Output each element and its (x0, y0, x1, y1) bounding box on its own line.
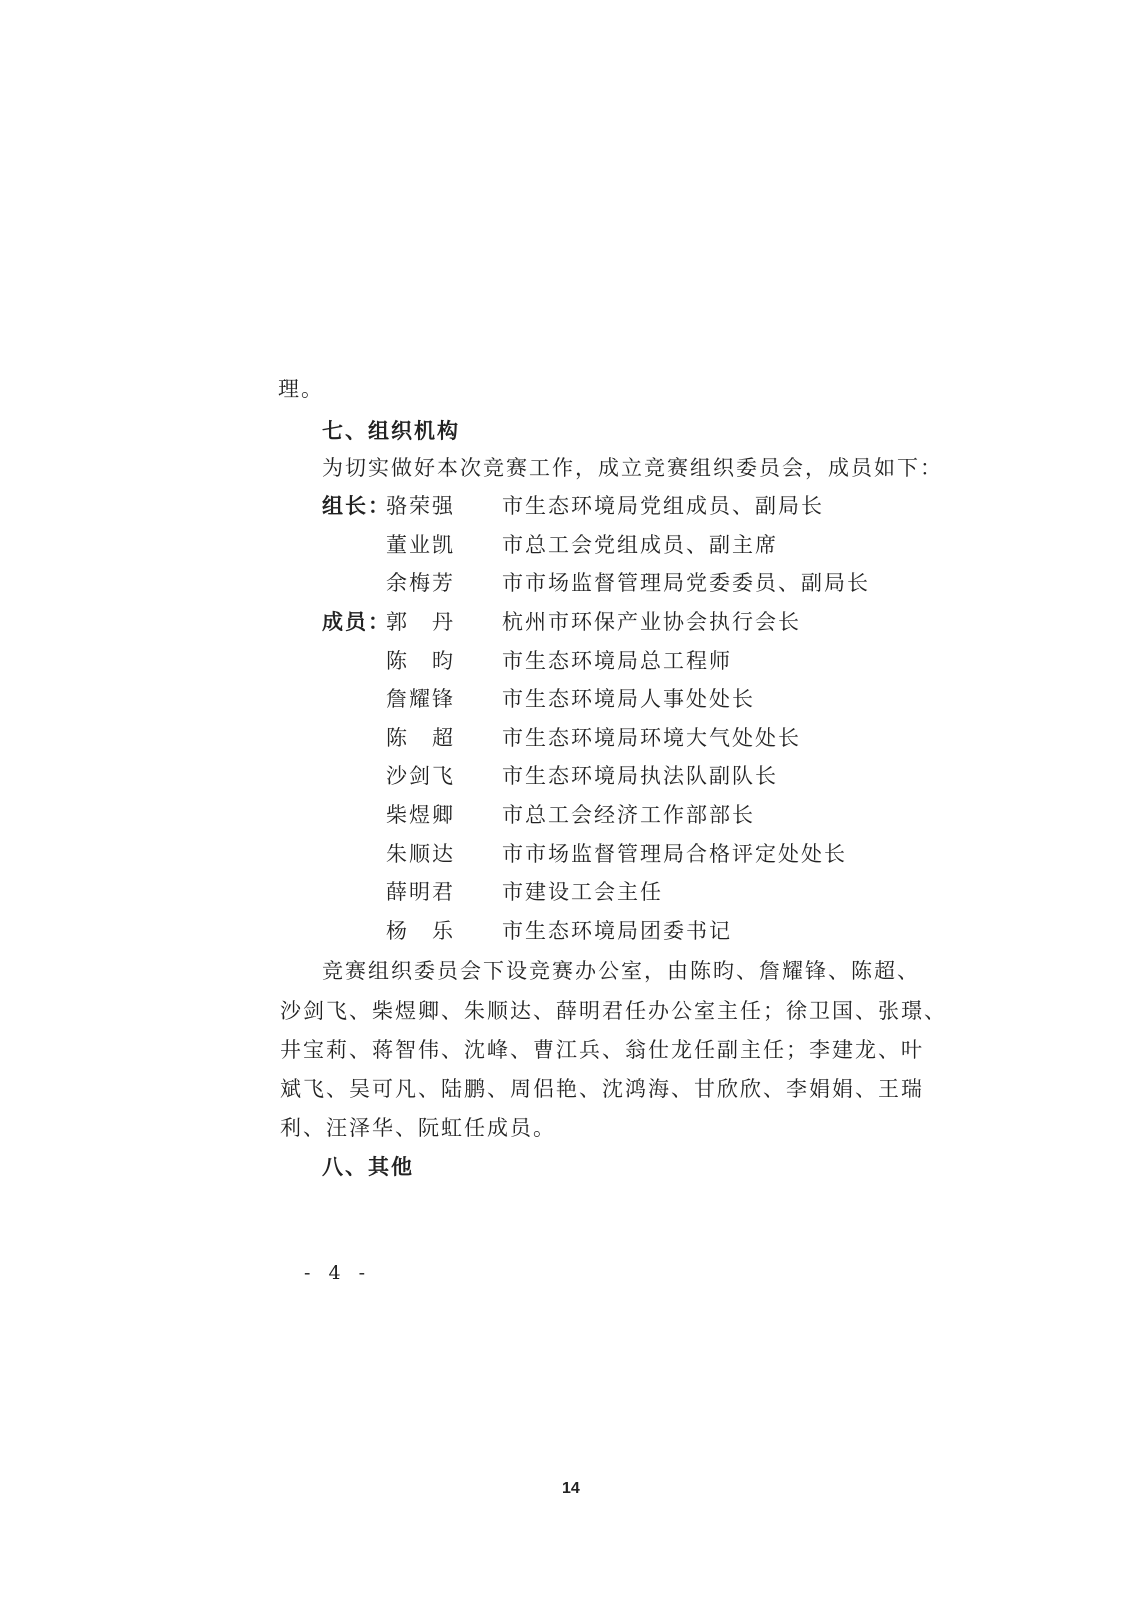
member-name: 杨 乐 (386, 919, 455, 943)
continued-text: 理。 (278, 377, 324, 401)
office-paragraph-line: 沙剑飞、柴煜卿、朱顺达、薛明君任办公室主任；徐卫国、张璟、 (280, 999, 947, 1023)
member-title: 市生态环境局环境大气处处长 (502, 726, 801, 750)
member-name: 郭 丹 (386, 610, 455, 634)
member-title: 杭州市环保产业协会执行会长 (502, 610, 801, 634)
member-name: 余梅芳 (386, 571, 455, 595)
member-name: 朱顺达 (386, 842, 455, 866)
page-marker: - 4 - (304, 1262, 372, 1284)
member-name: 沙剑飞 (386, 764, 455, 788)
member-title: 市建设工会主任 (502, 880, 663, 904)
member-title: 市生态环境局人事处处长 (502, 687, 755, 711)
leader-label: 组长： (322, 494, 391, 518)
member-name: 陈 超 (386, 726, 455, 750)
office-paragraph-line: 竞赛组织委员会下设竞赛办公室，由陈昀、詹耀锋、陈超、 (322, 959, 920, 983)
footer-page-number: 14 (562, 1480, 580, 1497)
section-intro: 为切实做好本次竞赛工作，成立竞赛组织委员会，成员如下： (322, 456, 943, 480)
section-heading-8: 八、其他 (322, 1155, 414, 1179)
member-name: 柴煜卿 (386, 803, 455, 827)
section-heading-7: 七、组织机构 (322, 419, 460, 443)
member-name: 骆荣强 (386, 494, 455, 518)
office-paragraph-line: 井宝莉、蒋智伟、沈峰、曹江兵、翁仕龙任副主任；李建龙、叶 (280, 1038, 924, 1062)
member-title: 市总工会经济工作部部长 (502, 803, 755, 827)
member-title: 市生态环境局党组成员、副局长 (502, 494, 824, 518)
member-title: 市市场监督管理局党委委员、副局长 (502, 571, 870, 595)
member-title: 市总工会党组成员、副主席 (502, 533, 778, 557)
member-label: 成员： (322, 610, 391, 634)
member-title: 市生态环境局团委书记 (502, 919, 732, 943)
office-paragraph-line: 利、汪泽华、阮虹任成员。 (280, 1116, 556, 1140)
member-title: 市市场监督管理局合格评定处处长 (502, 842, 847, 866)
member-name: 董业凯 (386, 533, 455, 557)
member-name: 詹耀锋 (386, 687, 455, 711)
member-title: 市生态环境局总工程师 (502, 649, 732, 673)
office-paragraph-line: 斌飞、吴可凡、陆鹏、周侣艳、沈鸿海、甘欣欣、李娟娟、王瑞 (280, 1077, 924, 1101)
member-title: 市生态环境局执法队副队长 (502, 764, 778, 788)
member-name: 薛明君 (386, 880, 455, 904)
member-name: 陈 昀 (386, 649, 455, 673)
